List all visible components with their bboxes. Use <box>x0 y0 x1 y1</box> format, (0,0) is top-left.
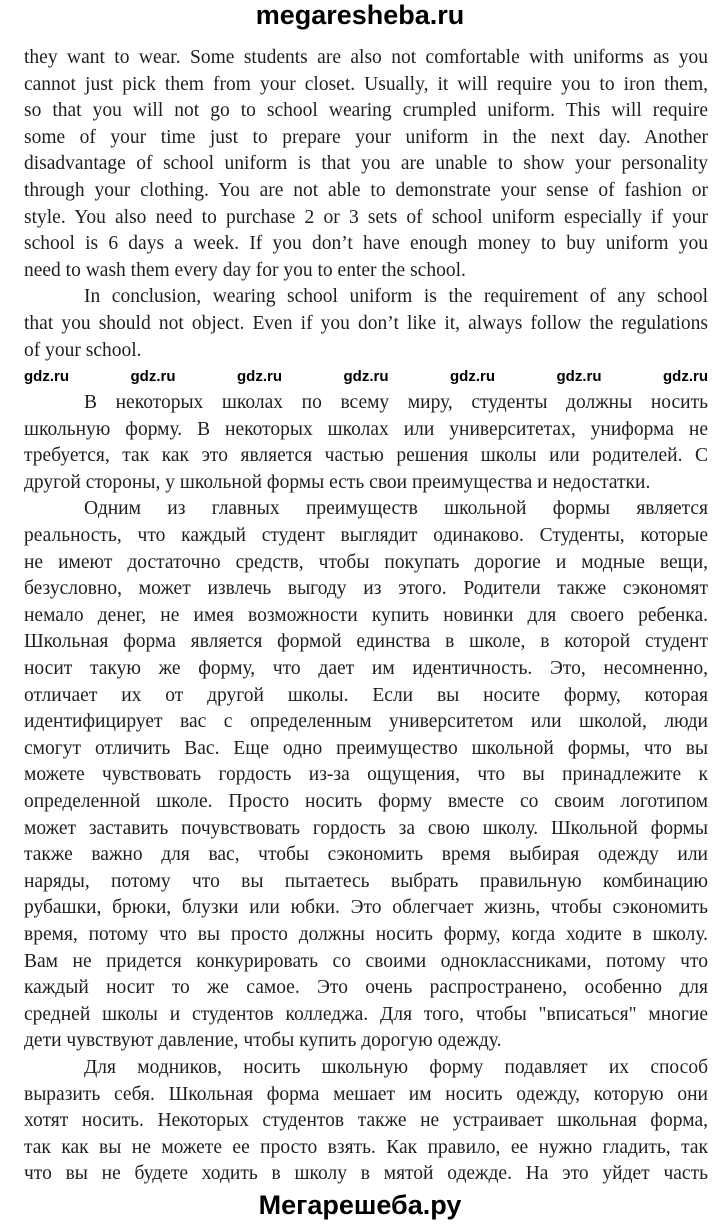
text-line: школьную форму. В некоторых школах или университетах, униформа не <box>24 418 708 440</box>
text-line: school is 6 days a week. If you don’t have enough money to buy uniform you <box>24 233 708 255</box>
text-line: реальность, что каждый студент выглядит одинаково. Студенты, которые <box>24 525 708 546</box>
site-header: megaresheba.ru <box>255 0 465 30</box>
text-line: время, потому что вы просто должны носить форму, когда ходите в школу. <box>24 924 708 945</box>
text-line: that you should not object. Even if you don’t like it, always follow the regulations <box>24 313 708 334</box>
text-line: Для модников, носить школьную форму подавляет их способ <box>84 1057 708 1078</box>
text-line: so that you will not go to school wearing crumpled uniform. This will require <box>24 100 708 122</box>
text-line: определенной школе. Просто носить форму вместе со своим логотипом <box>24 791 708 812</box>
text-line: need to wash them every day for you to enter the school. <box>24 259 466 281</box>
text-line: Одним из главных преимуществ школьной формы является <box>84 498 708 520</box>
text-line: можете чувствовать гордость из-за ощущения, что вы принадлежите к <box>24 764 708 786</box>
watermark: gdz.ru <box>130 368 176 385</box>
watermark: gdz.ru <box>237 368 282 385</box>
text-line: другой стороны, у школьной формы есть свои преимущества и недостатки. <box>24 471 651 493</box>
watermark: gdz.ru <box>24 368 69 385</box>
text-line: disadvantage of school uniform is that you are unable to show your personality <box>24 153 708 175</box>
text-line: Вам не придется конкурировать со своими одноклассниками, потому что <box>24 950 708 972</box>
text-line: some of your time just to prepare your uniform in the next day. Another <box>24 126 708 148</box>
watermark-row <box>24 367 708 386</box>
text-line: немало денег, не имея возможности купить новинки для своего ребенка. <box>24 604 708 626</box>
text-line: through your clothing. You are not able to demonstrate your sense of fashion or <box>24 180 708 201</box>
text-line: может заставить почувствовать гордость за свою школу. Школьной формы <box>24 817 708 839</box>
text-line: выразить себя. Школьная форма мешает им носить одежду, которую они <box>24 1083 708 1105</box>
watermark: gdz.ru <box>450 368 495 385</box>
text-line: В некоторых школах по всему миру, студенты должны носить <box>84 392 708 413</box>
site-footer: Мегарешеба.ру <box>258 1190 462 1220</box>
text-line: что вы не будете ходить в школу в мятой одежде. На это уйдет часть <box>24 1163 708 1185</box>
text-line: идентифицирует вас с определенным университетом или школой, люди <box>24 711 708 733</box>
text-line: смогут отличить Вас. Еще одно преимущество школьной формы, что вы <box>24 737 708 759</box>
text-line: носит такую же форму, что дает им идентичность. Это, несомненно, <box>24 658 708 679</box>
text-line: также важно для вас, чтобы сэкономить время выбирая одежду или <box>24 844 708 866</box>
text-line: of your school. <box>24 339 142 361</box>
text-line: безусловно, может извлечь выгоду из этого. Родители также сэкономят <box>24 578 708 600</box>
text-line: так как вы не можете ее просто взять. Как правило, ее нужно гладить, так <box>24 1136 708 1158</box>
text-line: Школьная форма является формой единства в школе, в которой студент <box>24 631 708 653</box>
text-line: In conclusion, wearing school uniform is the requirement of any school <box>84 286 708 308</box>
text-line: style. You also need to purchase 2 or 3 sets of school uniform especially if your <box>24 206 708 228</box>
text-line: they want to wear. Some students are also not comfortable with uniforms as you <box>24 47 708 68</box>
watermark: gdz.ru <box>556 368 602 385</box>
text-line: хотят носить. Некоторых студентов также не устраивает школьная форма, <box>24 1110 708 1132</box>
text-line: дети чувствуют давление, чтобы купить дорогую одежду. <box>24 1030 502 1052</box>
text-line: требуется, так как это является частью решения школы или родителей. С <box>24 445 708 467</box>
text-line: наряды, потому что вы пытаетесь выбрать правильную комбинацию <box>24 870 708 892</box>
text-line: рубашки, брюки, блузки или юбки. Это облегчает жизнь, чтобы сэкономить <box>24 897 708 919</box>
watermark: gdz.ru <box>343 368 389 385</box>
watermark: gdz.ru <box>663 368 708 385</box>
text-line: cannot just pick them from your closet. Usually, it will require you to iron them, <box>24 73 708 95</box>
text-line: средней школы и студентов колледжа. Для того, чтобы "вписаться" многие <box>24 1003 708 1025</box>
text-line: каждый носит то же самое. Это очень распространено, особенно для <box>24 977 708 999</box>
text-line: отличает их от другой школы. Если вы носите форму, которая <box>24 684 708 706</box>
text-line: не имеют достаточно средств, чтобы покупать дорогие и модные вещи, <box>24 551 708 573</box>
